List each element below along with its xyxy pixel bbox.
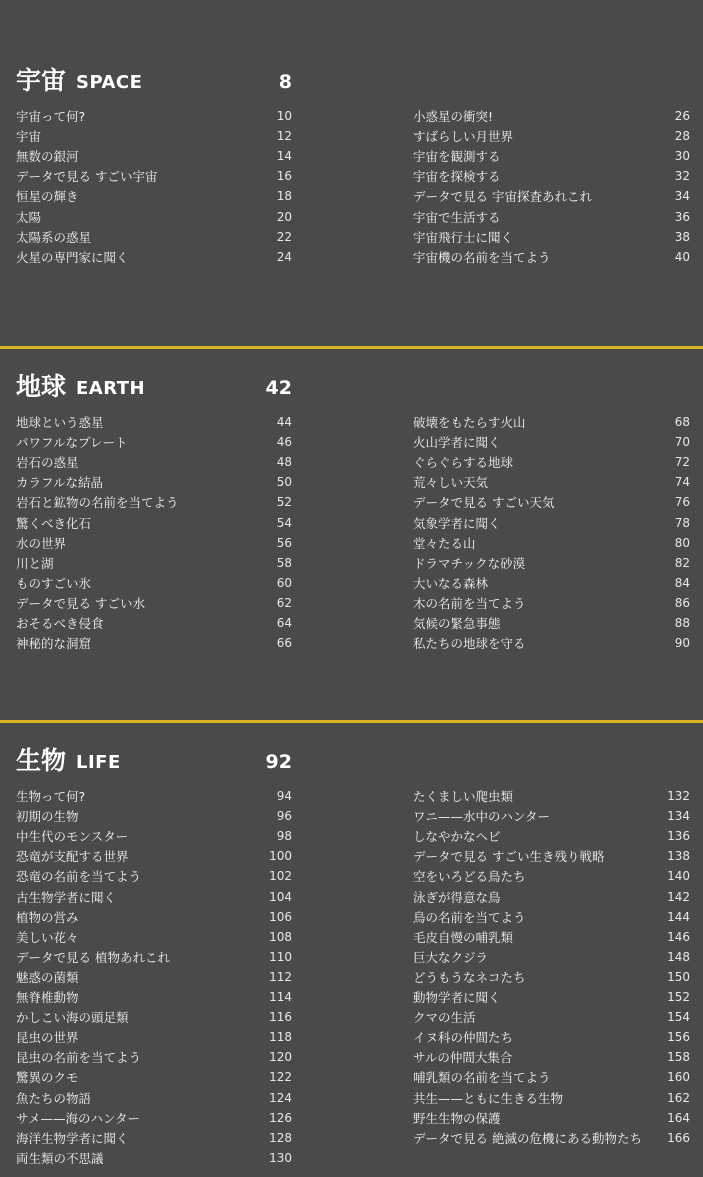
toc-entry[interactable]: [16, 613, 292, 633]
toc-entry-title: 美しい花々: [16, 929, 79, 945]
toc-entry[interactable]: [413, 633, 690, 653]
toc-entry-title: 恒星の輝き: [16, 189, 79, 205]
toc-entry[interactable]: [413, 613, 690, 633]
toc-entry-page: 162: [667, 1090, 690, 1105]
toc-entry-title: 気象学者に聞く: [413, 515, 501, 531]
toc-entry-page: 14: [276, 149, 292, 164]
toc-entry-title: 無脊椎動物: [16, 990, 79, 1006]
toc-entry[interactable]: [16, 126, 292, 146]
toc-entry-title: 破壊をもたらす火山: [413, 415, 526, 431]
toc-entry-title: 哺乳類の名前を当てよう: [413, 1070, 551, 1086]
toc-entry-page: 82: [674, 555, 690, 570]
toc-entry-page: 64: [276, 616, 292, 631]
toc-entry[interactable]: [16, 106, 292, 126]
toc-entry-title: 古生物学者に聞く: [16, 889, 117, 905]
toc-entry-title: データで見る 絶滅の危機にある動物たち: [413, 1130, 642, 1146]
toc-entry-page: 106: [269, 909, 292, 924]
toc-entry-page: 34: [674, 189, 690, 204]
toc-entry-title: 火山学者に聞く: [413, 435, 501, 451]
toc-entry-page: 128: [269, 1130, 292, 1145]
toc-entry-title: 共生——ともに生きる生物: [413, 1090, 564, 1106]
toc-entry-title: 宇宙飛行士に聞く: [413, 229, 514, 245]
toc-entry[interactable]: [16, 1128, 292, 1148]
toc-column-left: [16, 786, 292, 1168]
toc-entry-title: かしこい海の頭足類: [16, 1010, 129, 1026]
toc-entry-page: 156: [667, 1030, 690, 1045]
toc-entry[interactable]: [413, 987, 690, 1007]
toc-entry[interactable]: [413, 786, 690, 806]
toc-entry[interactable]: [413, 846, 690, 866]
toc-entry-page: 146: [667, 929, 690, 944]
toc-entry-title: 宇宙で生活する: [413, 209, 501, 225]
toc-entry-page: 86: [674, 595, 690, 610]
toc-entry-title: 気候の緊急事態: [413, 616, 501, 632]
toc-entry-title: 魚たちの物語: [16, 1090, 92, 1106]
toc-entry-title: 初期の生物: [16, 809, 79, 825]
toc-entry-title: データで見る すごい生き残り戦略: [413, 849, 605, 865]
toc-entry-page: 12: [276, 129, 292, 144]
toc-entry[interactable]: [16, 432, 292, 452]
toc-entry-page: 54: [276, 515, 292, 530]
toc-entry-page: 102: [269, 869, 292, 884]
toc-entry-page: 84: [674, 575, 690, 590]
toc-entry[interactable]: [413, 472, 690, 492]
toc-entry-title: パワフルなプレート: [16, 435, 128, 451]
toc-entry-title: 火星の専門家に聞く: [16, 249, 129, 265]
toc-entry-page: 166: [667, 1130, 690, 1145]
toc-entry-title: 恐竜が支配する世界: [16, 849, 129, 865]
toc-entry-title: 動物学者に聞く: [413, 990, 501, 1006]
toc-entry-title: 鳥の名前を当てよう: [413, 909, 526, 925]
toc-entry[interactable]: [16, 1027, 292, 1047]
section-space: [0, 0, 703, 346]
toc-entry-page: 72: [674, 455, 690, 470]
toc-entry-page: 114: [269, 990, 292, 1005]
toc-entry-page: 88: [674, 616, 690, 631]
toc-entry[interactable]: [16, 146, 292, 166]
toc-entry-page: 104: [269, 889, 292, 904]
toc-entry[interactable]: [16, 206, 292, 226]
toc-entry-title: 小惑星の衝突!: [413, 109, 494, 125]
toc-entry-title: 魅惑の菌類: [16, 969, 79, 985]
toc-entry-page: 110: [269, 949, 292, 964]
toc-entry-page: 70: [674, 435, 690, 450]
toc-entry-page: 118: [269, 1030, 292, 1045]
toc-entry-page: 136: [667, 829, 690, 844]
toc-entry[interactable]: [413, 452, 690, 472]
toc-entry-title: ワニ——水中のハンター: [413, 809, 551, 825]
toc-entry-page: 44: [276, 415, 292, 430]
toc-entry[interactable]: [16, 947, 292, 967]
toc-entry[interactable]: [16, 593, 292, 613]
toc-entry[interactable]: [413, 1087, 690, 1107]
toc-entry-page: 100: [269, 849, 292, 864]
toc-entry[interactable]: [413, 947, 690, 967]
toc-entry[interactable]: [413, 1108, 690, 1128]
toc-entry-page: 158: [667, 1050, 690, 1065]
toc-entry-title: 太陽系の惑星: [16, 229, 92, 245]
toc-entry-title: 荒々しい天気: [413, 475, 489, 491]
toc-entry[interactable]: [16, 826, 292, 846]
toc-entry-title: データで見る 植物あれこれ: [16, 949, 170, 965]
toc-entry-page: 116: [269, 1010, 292, 1025]
section-title-jp: 地球: [16, 372, 67, 401]
toc-entry-page: 132: [667, 789, 690, 804]
toc-entry[interactable]: [16, 573, 292, 593]
toc-entry[interactable]: [16, 247, 292, 267]
toc-entry[interactable]: [413, 1128, 690, 1148]
toc-entry-page: 74: [674, 475, 690, 490]
toc-entry-page: 16: [276, 169, 292, 184]
toc-entry-page: 48: [276, 455, 292, 470]
toc-entry-page: 68: [674, 415, 690, 430]
toc-entry-title: 太陽: [16, 209, 42, 225]
toc-entry-page: 130: [269, 1150, 292, 1165]
toc-entry-title: 堂々たる山: [413, 535, 476, 551]
toc-entry-title: すばらしい月世界: [413, 129, 514, 145]
toc-entry-page: 150: [667, 969, 690, 984]
toc-entry-title: 驚くべき化石: [16, 515, 92, 531]
toc-entry-title: データで見る 宇宙探査あれこれ: [413, 189, 592, 205]
toc-entry[interactable]: [16, 927, 292, 947]
toc-entry-title: クマの生活: [413, 1010, 476, 1026]
toc-entry-page: 148: [667, 949, 690, 964]
toc-entry[interactable]: [16, 987, 292, 1007]
toc-entry-title: 巨大なクジラ: [413, 949, 489, 965]
toc-entry-title: 川と湖: [16, 555, 54, 571]
toc-entry-title: おそるべき侵食: [16, 616, 104, 632]
toc-entry-page: 24: [276, 249, 292, 264]
toc-entry[interactable]: [413, 492, 690, 512]
toc-column-right: [413, 412, 690, 653]
toc-entry[interactable]: [16, 967, 292, 987]
toc-entry-title: ぐらぐらする地球: [413, 455, 514, 471]
section-page: 92: [265, 751, 292, 773]
toc-entry-page: 152: [667, 990, 690, 1005]
section-earth: [0, 350, 703, 720]
toc-entry-title: 中生代のモンスター: [16, 829, 129, 845]
toc-entry[interactable]: [413, 1007, 690, 1027]
toc-entry-title: 生物って何?: [16, 789, 86, 805]
toc-entry[interactable]: [413, 533, 690, 553]
toc-entry-page: 90: [674, 636, 690, 651]
toc-entry-page: 124: [269, 1090, 292, 1105]
section-title-en: EARTH: [76, 378, 146, 399]
toc-entry-title: ものすごい氷: [16, 575, 92, 591]
toc-entry-page: 134: [667, 809, 690, 824]
toc-entry-page: 80: [674, 535, 690, 550]
toc-entry[interactable]: [16, 166, 292, 186]
toc-entry[interactable]: [16, 1148, 292, 1168]
toc-entry[interactable]: [413, 126, 690, 146]
toc-entry[interactable]: [16, 786, 292, 806]
toc-entry-title: 岩石の惑星: [16, 455, 79, 471]
toc-entry-title: 神秘的な洞窟: [16, 636, 92, 652]
toc-entry-title: イヌ科の仲間たち: [413, 1030, 514, 1046]
toc-entry-page: 138: [667, 849, 690, 864]
toc-entry-page: 46: [276, 435, 292, 450]
toc-entry[interactable]: [413, 1047, 690, 1067]
toc-entry-title: 昆虫の世界: [16, 1030, 79, 1046]
toc-entry[interactable]: [16, 1007, 292, 1027]
toc-entry-page: 120: [269, 1050, 292, 1065]
toc-entry-page: 62: [276, 595, 292, 610]
section-header: [16, 746, 292, 776]
toc-entry-page: 20: [276, 209, 292, 224]
toc-entry[interactable]: [16, 1067, 292, 1087]
toc-column-left: [16, 412, 292, 653]
toc-entry[interactable]: [16, 492, 292, 512]
toc-entry-page: 56: [276, 535, 292, 550]
toc-entry-page: 10: [276, 109, 292, 124]
section-title-jp: 生物: [16, 746, 67, 775]
toc-entry-page: 52: [276, 495, 292, 510]
toc-entry-title: データで見る すごい水: [16, 595, 145, 611]
toc-entry[interactable]: [413, 826, 690, 846]
toc-entry[interactable]: [16, 412, 292, 432]
toc-entry[interactable]: [16, 472, 292, 492]
toc-entry[interactable]: [413, 432, 690, 452]
toc-entry-page: 160: [667, 1070, 690, 1085]
toc-entry[interactable]: [16, 907, 292, 927]
toc-entry[interactable]: [413, 512, 690, 532]
toc-column-right: [413, 106, 690, 267]
toc-entry[interactable]: [16, 533, 292, 553]
toc-entry[interactable]: [16, 512, 292, 532]
toc-entry-page: 144: [667, 909, 690, 924]
toc-entry-title: 宇宙を探検する: [413, 169, 501, 185]
toc-entry[interactable]: [413, 412, 690, 432]
toc-entry[interactable]: [16, 186, 292, 206]
toc-entry-page: 108: [269, 929, 292, 944]
toc-entry[interactable]: [413, 593, 690, 613]
section-page: 42: [265, 377, 292, 399]
toc-entry-title: 宇宙機の名前を当てよう: [413, 249, 551, 265]
toc-entry[interactable]: [16, 866, 292, 886]
toc-entry-title: 水の世界: [16, 535, 67, 551]
toc-entry[interactable]: [413, 806, 690, 826]
toc-entry-title: 木の名前を当てよう: [413, 595, 526, 611]
toc-entry[interactable]: [413, 907, 690, 927]
toc-entry-title: 両生類の不思議: [16, 1150, 104, 1166]
toc-entry-title: 海洋生物学者に聞く: [16, 1130, 129, 1146]
toc-entry-title: 昆虫の名前を当てよう: [16, 1050, 142, 1066]
toc-entry-title: カラフルな結晶: [16, 475, 104, 491]
toc-entry[interactable]: [16, 452, 292, 472]
toc-entry-page: 18: [276, 189, 292, 204]
toc-entry-title: どうもうなネコたち: [413, 969, 526, 985]
toc-entry-title: 野生生物の保護: [413, 1110, 501, 1126]
toc-entry[interactable]: [413, 166, 690, 186]
toc-entry[interactable]: [413, 146, 690, 166]
toc-entry-page: 94: [276, 789, 292, 804]
toc-entry-page: 38: [674, 229, 690, 244]
toc-entry-page: 142: [667, 889, 690, 904]
toc-entry-page: 98: [276, 829, 292, 844]
toc-entry[interactable]: [16, 553, 292, 573]
toc-entry-title: 宇宙って何?: [16, 109, 86, 125]
toc-entry-title: サメ——海のハンター: [16, 1110, 141, 1126]
toc-entry-title: 宇宙: [16, 129, 42, 145]
toc-entry[interactable]: [16, 1108, 292, 1128]
toc-entry[interactable]: [413, 247, 690, 267]
toc-entry[interactable]: [16, 227, 292, 247]
section-life: [0, 724, 703, 1177]
toc-entry[interactable]: [413, 886, 690, 906]
toc-entry-page: 140: [667, 869, 690, 884]
toc-entry[interactable]: [413, 1067, 690, 1087]
toc-entry[interactable]: [16, 1087, 292, 1107]
toc-entry-title: 無数の銀河: [16, 149, 79, 165]
section-page: 8: [278, 71, 292, 93]
section-title-jp: 宇宙: [16, 66, 67, 95]
toc-entry-page: 122: [269, 1070, 292, 1085]
section-title-en: LIFE: [76, 752, 121, 773]
toc-entry[interactable]: [413, 206, 690, 226]
section-title-en: SPACE: [76, 72, 143, 93]
toc-entry-page: 112: [269, 969, 292, 984]
toc-entry-page: 60: [276, 575, 292, 590]
toc-entry-title: 岩石と鉱物の名前を当てよう: [16, 495, 179, 511]
toc-entry-title: データで見る すごい天気: [413, 495, 555, 511]
toc-entry-page: 126: [269, 1110, 292, 1125]
toc-entry[interactable]: [16, 886, 292, 906]
toc-entry-page: 154: [667, 1010, 690, 1025]
section-divider: [0, 346, 703, 349]
toc-entry-page: 30: [674, 149, 690, 164]
section-divider: [0, 720, 703, 723]
toc-entry[interactable]: [16, 633, 292, 653]
toc-entry[interactable]: [413, 106, 690, 126]
toc-entry-page: 36: [674, 209, 690, 224]
section-header: [16, 66, 292, 96]
toc-entry-page: 26: [674, 109, 690, 124]
toc-entry[interactable]: [413, 227, 690, 247]
toc-entry-page: 28: [674, 129, 690, 144]
toc-entry-title: 毛皮自慢の哺乳類: [413, 929, 514, 945]
toc-entry-title: 宇宙を観測する: [413, 149, 501, 165]
toc-entry[interactable]: [16, 806, 292, 826]
toc-entry-title: サルの仲間大集合: [413, 1050, 513, 1066]
toc-entry-page: 58: [276, 555, 292, 570]
toc-entry-page: 66: [276, 636, 292, 651]
toc-entry[interactable]: [413, 927, 690, 947]
toc-column-left: [16, 106, 292, 267]
toc-entry-title: たくましい爬虫類: [413, 789, 514, 805]
toc-entry[interactable]: [413, 573, 690, 593]
toc-entry-title: 驚異のクモ: [16, 1070, 79, 1086]
toc-entry-title: 泳ぎが得意な鳥: [413, 889, 501, 905]
toc-entry-page: 50: [276, 475, 292, 490]
toc-entry[interactable]: [413, 866, 690, 886]
toc-entry[interactable]: [413, 553, 690, 573]
toc-entry-title: しなやかなヘビ: [413, 829, 501, 845]
toc-column-right: [413, 786, 690, 1148]
toc-entry-title: 空をいろどる鳥たち: [413, 869, 526, 885]
toc-entry-title: データで見る すごい宇宙: [16, 169, 158, 185]
toc-entry-title: 大いなる森林: [413, 575, 489, 591]
toc-entry-title: 恐竜の名前を当てよう: [16, 869, 142, 885]
toc-entry-title: ドラマチックな砂漠: [413, 555, 526, 571]
toc-entry-title: 植物の営み: [16, 909, 79, 925]
toc-entry-page: 76: [674, 495, 690, 510]
toc-entry[interactable]: [16, 846, 292, 866]
toc-entry-title: 地球という惑星: [16, 415, 104, 431]
section-header: [16, 372, 292, 402]
toc-entry-page: 164: [667, 1110, 690, 1125]
toc-entry[interactable]: [413, 1027, 690, 1047]
toc-entry-page: 96: [276, 809, 292, 824]
toc-entry-page: 22: [276, 229, 292, 244]
toc-entry[interactable]: [413, 186, 690, 206]
toc-entry-title: 私たちの地球を守る: [413, 636, 526, 652]
toc-entry-page: 40: [674, 249, 690, 264]
toc-entry[interactable]: [413, 967, 690, 987]
toc-entry-page: 32: [674, 169, 690, 184]
toc-entry-page: 78: [674, 515, 690, 530]
toc-entry[interactable]: [16, 1047, 292, 1067]
